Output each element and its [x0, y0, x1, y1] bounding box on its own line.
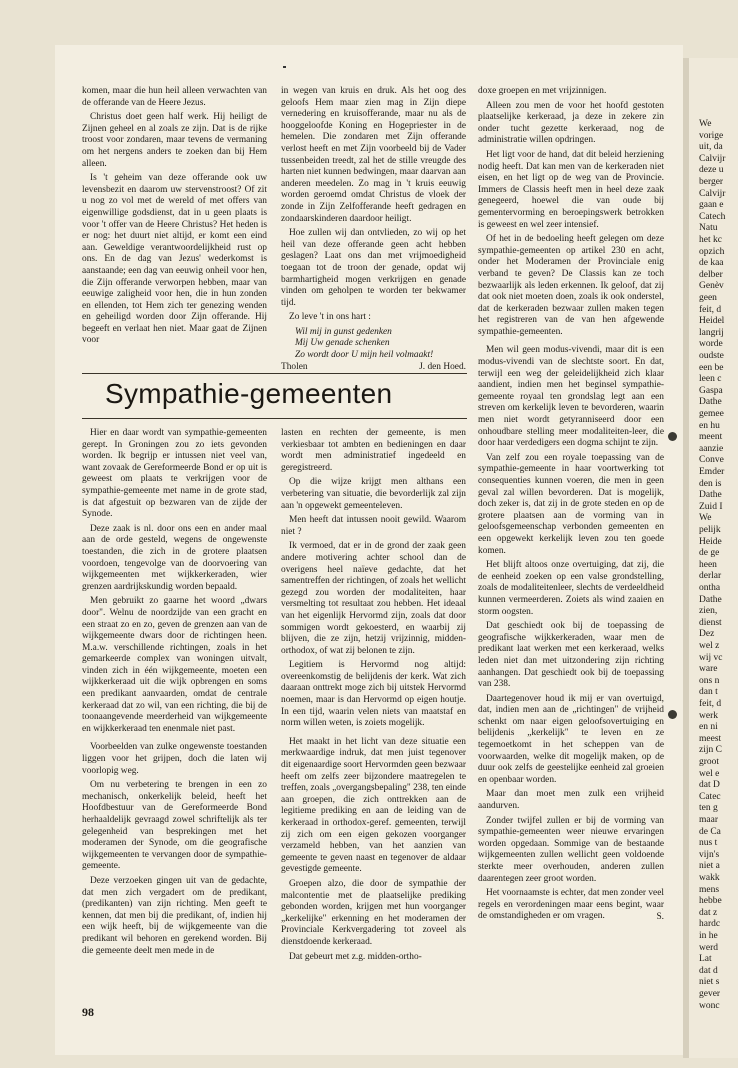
edge-text-line: den is [699, 478, 722, 489]
edge-text-line: ten g [699, 803, 718, 814]
edge-text-line: Natu [699, 223, 718, 234]
edge-text-line: Dathe [699, 594, 722, 605]
title-rule [82, 418, 467, 419]
paragraph: Maar dan moet men zulk een vrijheid aandurven. [478, 789, 664, 812]
article-title: Sympathie-gemeenten [105, 378, 393, 409]
edge-text-line: heen [699, 559, 717, 570]
edge-text-line: pelijk [699, 525, 721, 535]
edge-text-line: meest [699, 733, 722, 744]
edge-text-line: werk [699, 710, 718, 721]
binding-hole [668, 710, 677, 719]
paragraph: Op die wijze krijgt men althans een verbetering van situatie, die bevorderlijk zal zijn aan 'n opgewekt gemeenteleven. [281, 477, 466, 511]
paragraph: Men gebruikt zo gaarne het woord „dwars door". Welnu de noordzijde van een gracht en een straat zo en zo, geven de grenzen aan van de wijkgemeente dwars door de richtingen heen. M.a.w. verschillende richtingen, zoals in het gemarkeerde complex van woningen uitvalt, vinden zich in één wijkgemeente, moeten een wijkkerkeraad uit die wijk opbrengen en soms een predikant aanvaarden, omdat de centrale kerkeraad dat zo wil, van een richting, die bij de toonaangevende meerderheid van wijkgemeente en wijkkerkeraad ten enenmale niet past. [82, 596, 267, 734]
paragraph: Het voornaamste is echter, dat men zonder veel regels en verordeningen maar eens begint, waar de omstandigheden er om vragen. [478, 888, 664, 922]
article-column-3 [478, 86, 664, 998]
edge-text-line: dienst [699, 617, 722, 628]
edge-text-line: ontha [699, 583, 721, 593]
paragraph: lasten en rechten der gemeente, is men verkiesbaar tot ambten en bedieningen en daar wordt men administratief ingedeeld en geregistreerd. [281, 428, 466, 473]
edge-text-line: feit, d [699, 304, 722, 315]
edge-text-line: gever [699, 989, 721, 999]
paragraph: Zonder twijfel zullen er bij de vorming van sympathie-gemeenten weer nieuwe ervaringen worden opgedaan. Sommige van de bestaande wijkgemeenten zullen wellicht geen voldoende sterkte meer overhouden, anderen zullen daarentegen zeer groot worden. [478, 815, 664, 884]
edge-text-line: Heidel [699, 316, 725, 327]
paragraph: Is 't geheim van deze offerande ook uw levensbezit en daarom uw stervenstroost? Of zit u nog zo vol met de wereld of met offers van eigenwillige godsdienst, dat in u geen plaats is voor 't offer van de Heere Christus? Het heden is er nog: het duurt niet altijd, er komt een eind aan. Geweldige verantwoordelijkheid rust op ons. En de dag van Jezus' wederkomst is aanstaande; een dag van eeuwig onheil voor hen, die Zijn offerande verworpen hebben, maar van eeuwige zaligheid voor hen, die in hun zonden en ellenden, tot Hem zich ter genezing wenden en geheiligd worden door Zijn offerande. Hij begeeft en verlaat hen niet. Maar gaat de Zijnen voor [82, 173, 267, 346]
edge-text-line: werd [699, 942, 718, 953]
edge-text-line: Gaspa [699, 385, 723, 396]
poem-line: Zo wordt door U mijn heil volmaakt! [295, 350, 434, 361]
paragraph: Het ligt voor de hand, dat dit beleid herziening nodig heeft. Dat kan men van de kerkeraden niet eisen, en het ligt op de weg van de Provincie. Immers de Classis heeft men in heel deze zaak genegeerd, hoewel die van oude bij gementervorming en beroepingswerk betrokken is geweest en wel zeer intensief. [478, 149, 664, 230]
edge-text-line: Catech [699, 211, 726, 222]
edge-text-line: de ge [699, 548, 720, 559]
edge-text-line: Conve [699, 455, 724, 466]
paragraph: Deze zaak is nl. door ons een en ander maal aan de orde gesteld, wegens de ongewenste toestanden, die zich in de grotere plaatsen voordoen, tengevolge van de doorvoering van wijkgemeenten met wijkkerkeraden, wier grenzen aardrijkskundig worden bepaald. [82, 523, 267, 592]
paragraph: Daartegenover houd ik mij er van overtuigd, dat, indien men aan de „richtingen" de vrijheid schenkt om naar eigen geloofsovertuiging en belijdenis „kerkelijk" te leven en ze tegemoetkomt in het scheppen van de voorwaarden, welke dit mogelijk maken, op de duur ook zelfs de geestelijke eenheid zal groeien en openbaar worden. [478, 693, 664, 785]
edge-text-line: en ni [699, 722, 718, 733]
edge-text-line: hebbe [699, 896, 722, 907]
edge-text-line: nus t [699, 838, 718, 849]
edge-text-line: en hu [699, 420, 720, 431]
edge-text-line: Calvijr [699, 188, 726, 199]
paragraph: Men wil geen modus-vivendi, maar dit is een modus-vivendi van de slechtste soort. En dat, terwijl een weg der geleidelijkheid zich klaar aandient, indien men het beginsel sympathie-gemeente royaal ten grondslag legt aan een streven om kerkelijk leven te bevorderen, waarin men niet wordt getyranniseerd door een onhoudbare stelling meer modaliteiten-leer, die door haar verdedigers een dogma schijnt te zijn. [478, 345, 664, 449]
edge-text-line: berger [699, 177, 724, 187]
print-mark [283, 66, 286, 68]
edge-text-line: oudste [699, 351, 724, 361]
edge-text-line: wij vc [699, 652, 723, 663]
title-rule [82, 373, 467, 374]
paragraph: Men heeft dat intussen nooit gewild. Waarom niet ? [281, 515, 466, 537]
edge-text-line: Catec [699, 791, 721, 802]
edge-text-line: dat z [699, 907, 718, 918]
paragraph: Voorbeelden van zulke ongewenste toestanden liggen voor het grijpen, doch die laten wij voorlopig weg. [82, 742, 267, 776]
edge-text-line: derlar [699, 571, 722, 582]
edge-text-line: langrij [699, 327, 724, 338]
paragraph: in wegen van kruis en druk. Als het oog des geloofs Hem maar zien mag in Zijn diepe vernedering en kruisofferande, maar nu als de hooggeloofde Koning en Hogepriester in de hemelen. Die zondaren met Zijn offerande verlost heeft en met Zijn voorbeeld bij de Vader tussenbeiden treedt, zal het de stille vreugde des harten niet kunnen bedwingen, maar daarvan aan anderen meedelen. Zo mag in 't kruis eeuwig worden geroemd omdat Christus de vloek der zonde in Zijn Zelfofferande heeft gedragen en zondaarskinderen daardoor heiligt. [281, 86, 466, 224]
paragraph: Het blijft altoos onze overtuiging, dat zij, die de eenheid zoeken op een valse grondstelling, zoals de modaliteitenleer, slechts de verdeeldheid kunnen vermeerderen. Zoiets als wind zaaien en storm oogsten. [478, 560, 664, 617]
edge-text-line: Heide [699, 536, 722, 547]
edge-text-line: dat d [699, 965, 718, 976]
edge-text-line: delber [699, 269, 723, 280]
author-initial: S. [656, 911, 664, 922]
edge-text-line: Dez [699, 629, 715, 640]
page-number: 98 [82, 1005, 94, 1019]
next-page-edge [683, 58, 738, 1058]
paragraph: Hier en daar wordt van sympathie-gemeenten gerept. In Groningen zou zo iets gevonden worden. Ik begrijp er intussen niet veel van, want zovaak de Gereformeerde Bond er op uit is geweest om plaats te verkrijgen voor de sympathie-gemeente met name in de grote stad, is dat afgestuit op bezwaren van de zijde der Synode. [82, 428, 267, 520]
edge-text-line: Lat [699, 954, 712, 965]
paragraph: doxe groepen en met vrijzinnigen. [478, 86, 607, 96]
edge-text-line: Dathe [699, 490, 722, 501]
top-middle-column [281, 86, 466, 371]
edge-text-line: worde [699, 339, 723, 350]
edge-text-line: wel z [699, 641, 720, 651]
paragraph: Om nu verbetering te brengen in een zo mechanisch, onkerkelijk beleid, heeft het Hoofdbestuur van de Gereformeerde Bond herhaaldelijk gevraagd zowel schriftelijk als ter gelegenheid van besprekingen met het moderamen der Synode, om die geografische wijkgemeenten te vervangen door de sympathie-gemeente. [82, 780, 267, 872]
edge-text-line: mens [699, 884, 720, 895]
paragraph: Of het in de bedoeling heeft gelegen om deze sympathie-gemeenten op artikel 230 en acht, onder het Moderamen der Provinciale enig verband te geven? De Classis kan ze toch bezwaarlijk als leden erkennen. Ik geloof, dat zij dat ook niet moeten doen, zoals ik ook onderstel, dat de kerkeraden bezwaar zullen maken tegen het registreren van de van hen afgewende sympathie-gemeenten. [478, 234, 664, 337]
edge-text-line: het kc [699, 235, 722, 245]
signature-name: J. den Hoed. [419, 361, 466, 371]
signature-place: Tholen [281, 361, 308, 371]
edge-text-line: dat D [699, 780, 720, 791]
edge-text-line: niet a [699, 861, 720, 872]
edge-text-line: meent [699, 432, 723, 443]
edge-text-line: leen c [699, 374, 722, 385]
edge-text-line: dan t [699, 687, 718, 698]
paragraph: komen, maar die hun heil alleen verwachten van de offerande van de Heere Jezus. [82, 86, 267, 108]
edge-text-line: Genèv [699, 281, 724, 292]
edge-text-line: feit, d [699, 699, 722, 709]
poem-line: Mij Uw genade schenken [295, 338, 390, 349]
paragraph: Zo leve 't in ons hart : [289, 312, 371, 323]
edge-text-line: een be [699, 362, 724, 373]
edge-text-line: wel e [699, 768, 720, 779]
edge-text-line: maar [699, 815, 718, 825]
edge-text-line: Calvijr [699, 153, 726, 164]
top-left-column [82, 86, 267, 369]
edge-text-line: hardc [699, 919, 721, 930]
paragraph: Dat gebeurt met z.g. midden-ortho- [289, 951, 422, 962]
poem-line: Wil mij in gunst gedenken [295, 326, 392, 337]
edge-text-line: ware [699, 664, 718, 675]
edge-text-line: Zuid I [699, 501, 723, 512]
paragraph: Deze verzoeken gingen uit van de gedachte, dat men zich vergadert om de predikant, (predikanten) van zijn richting. Men geeft te kennen, dat men bij die predikant, of, indien hij een wijk heeft, bij de wijkgemeente van die predikant wil behoren en gerekend worden. Bij die gemeente deelt men mede in de [82, 875, 267, 956]
paragraph: Alleen zou men de voor het hoofd gestoten plaatselijke kerkeraad, ja deze in zekere zin onder tucht gezette kerkeraad, nog de administratie willen opdringen. [478, 100, 664, 146]
edge-text-line: zijn C [699, 745, 722, 756]
edge-text-line: de Ca [699, 826, 721, 837]
article-column-2 [281, 428, 466, 998]
edge-text-line: We [699, 119, 712, 129]
paragraph: Ik vermoed, dat er in de grond der zaak geen andere motivering achter school dan de overigens heel naïeve gedachte, dat het samentreffen der richtingen, of zoals het wellicht gezegd zou worden der modaliteiten, haar versmelting tot resultaat zou hebben. Het ideaal van het eigenlijk Hervormd zijn, zoals dat door sommigen wordt gekoesterd, en waarbij zij blijven, die ze zijn, hetzij vrijzinnig, midden-orthodox, of wat zij belonen te zijn. [281, 541, 466, 656]
edge-text-line: aanzie [699, 443, 724, 454]
signature [281, 362, 466, 371]
edge-text-line: de kaa [699, 258, 724, 269]
paragraph: Het maakt in het licht van deze situatie een merkwaardige indruk, dat men juist tegenover dit eigenaardige soort Hervormden geen bezwaar heeft om zelfs zeer bijzondere maatregelen te treffen, zoals „overgangsbepaling" 238, ten einde aan groepen, die zich onttrekken aan de legitieme prediking en aan de leiding van de kerkeraad in orthodox-geref. gemeenten, terwijl zij zich om een eigen gekozen voorganger verzameld hebben, van het aanzien van gemeente te geven naast en tegenover de aldaar gevestigde gemeente. [281, 736, 466, 875]
edge-text-line: vorige [699, 130, 724, 141]
edge-text-line: We [699, 513, 712, 524]
edge-text-line: Emder [699, 467, 725, 477]
edge-text-line: wakk [699, 873, 720, 883]
binding-hole [668, 432, 677, 441]
paragraph: Legitiem is Hervormd nog altijd: overeenkomstig de belijdenis der kerk. Wat zich daaraan onttrekt moge zich bij uitstek Hervormd noemen, maar is dan Hervormd op eigen houtje. In een tijd, waarin velen niets van maatstaf en norm willen weten, is zoiets mogelijk. [281, 660, 466, 729]
edge-text-line: groot [699, 757, 720, 767]
paragraph: Groepen alzo, die door de sympathie der malcontentie met de plaatselijke prediking gebonden worden, krijgen met hun voorganger „kerkelijke" erkenning en het moderamen der Provinciale Kerkvergadering tot zoveel als dienstdoende kerkeraad. [281, 878, 466, 947]
edge-text-line: in he [699, 931, 718, 941]
edge-text-line: niet s [699, 977, 720, 988]
edge-text-line: ons n [699, 675, 720, 686]
edge-text-line: gaan e [699, 200, 724, 211]
paragraph: Dat geschiedt ook bij de toepassing de geografische wijkkerkeraden, waar men de predikant laat werken met een kerkeraad, welks leden niet dan met uitzondering zijn richting aanhangen. Dat geschiedt ook bij de toepassing van 238. [478, 621, 664, 690]
edge-text-line: geen [699, 293, 717, 303]
paragraph: Hoe zullen wij dan ontvlieden, zo wij op het heil van deze offerande geen acht hebben geslagen? Laat ons dan met vrijmoedigheid toegaan tot de troon der genade, opdat wij barmhartigheid mogen verkrijgen en genade vinden om geholpen te worden ter bekwamer tijd. [281, 228, 466, 308]
edge-text-line: deze u [699, 165, 724, 176]
edge-text-line: gemee [699, 409, 724, 419]
edge-text-line: vijn's [699, 849, 720, 860]
edge-text-line: wonc [699, 1000, 720, 1011]
paragraph: Christus doet geen half werk. Hij heiligt de Zijnen geheel en al zoals ze zijn. Dat is de rijke troost voor zondaren, maar tevens de vermaning om het nergens anders te zoeken dan bij Hem alleen. [82, 112, 267, 169]
article-column-1 [82, 428, 267, 998]
edge-text-line: Dathe [699, 397, 722, 408]
edge-text-line: opzich [699, 246, 725, 257]
edge-text-line: zien, [699, 606, 718, 617]
paragraph: Van zelf zou een royale toepassing van de sympathie-gemeente in haar voortwerking tot consequenties kunnen voeren, die men in geen geval zal willen bevorderen. Dat is mogelijk, doch zeker is, dat zij in de grote steden en op de grotere plaatsen aan de vorming van in geloofsgemeenschap verbonden gemeenten en een opgewekt kerkelijk leven zou ten goede komen. [478, 452, 664, 556]
edge-text-line: uit, da [699, 142, 723, 153]
